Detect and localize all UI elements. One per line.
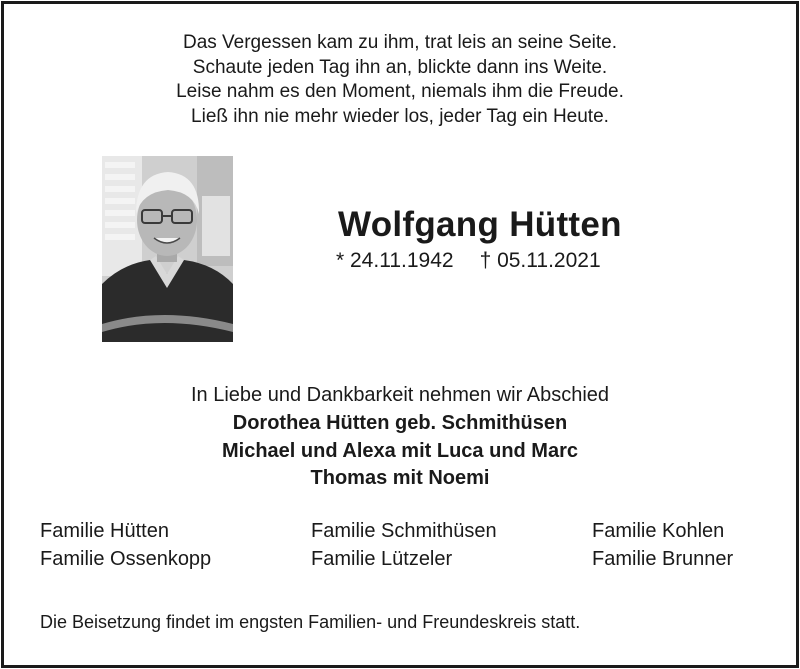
family-name: Familie Hütten (40, 520, 169, 542)
poem (0, 31, 800, 129)
families-column-2 (311, 517, 497, 573)
mourner-line: Thomas mit Noemi (310, 467, 490, 489)
poem-line: Das Vergessen kam zu ihm, trat leis an seine Seite. (182, 32, 618, 53)
farewell-line: In Liebe und Dankbarkeit nehmen wir Abschied (190, 384, 610, 406)
portrait-photo (102, 156, 233, 342)
families-column-1 (40, 517, 211, 573)
life-dates (336, 249, 601, 273)
funeral-note: Die Beisetzung findet im engsten Familien- und Freundeskreis statt. (40, 612, 581, 632)
family-name: Familie Kohlen (592, 520, 725, 542)
family-name: Familie Brunner (592, 548, 734, 570)
mourner-line: Michael und Alexa mit Luca und Marc (222, 439, 578, 462)
family-name: Familie Ossenkopp (40, 548, 212, 570)
deceased-name: Wolfgang Hütten (338, 205, 622, 244)
family-name: Familie Schmithüsen (311, 520, 497, 542)
poem-line: Ließ ihn nie mehr wieder los, jeder Tag ein Heute. (191, 105, 609, 127)
death-date: † 05.11.2021 (479, 249, 601, 272)
poem-line: Schaute jeden Tag ihn an, blickte dann ins Weite. (192, 56, 608, 78)
poem-line: Leise nahm es den Moment, niemals ihm die Freude. (176, 81, 624, 102)
birth-date: * 24.11.1942 (336, 249, 454, 272)
mourner-line: Dorothea Hütten geb. Schmithüsen (232, 412, 568, 434)
mourners-list (0, 410, 800, 493)
families-column-3 (592, 517, 733, 573)
family-name: Familie Lützeler (311, 548, 453, 570)
